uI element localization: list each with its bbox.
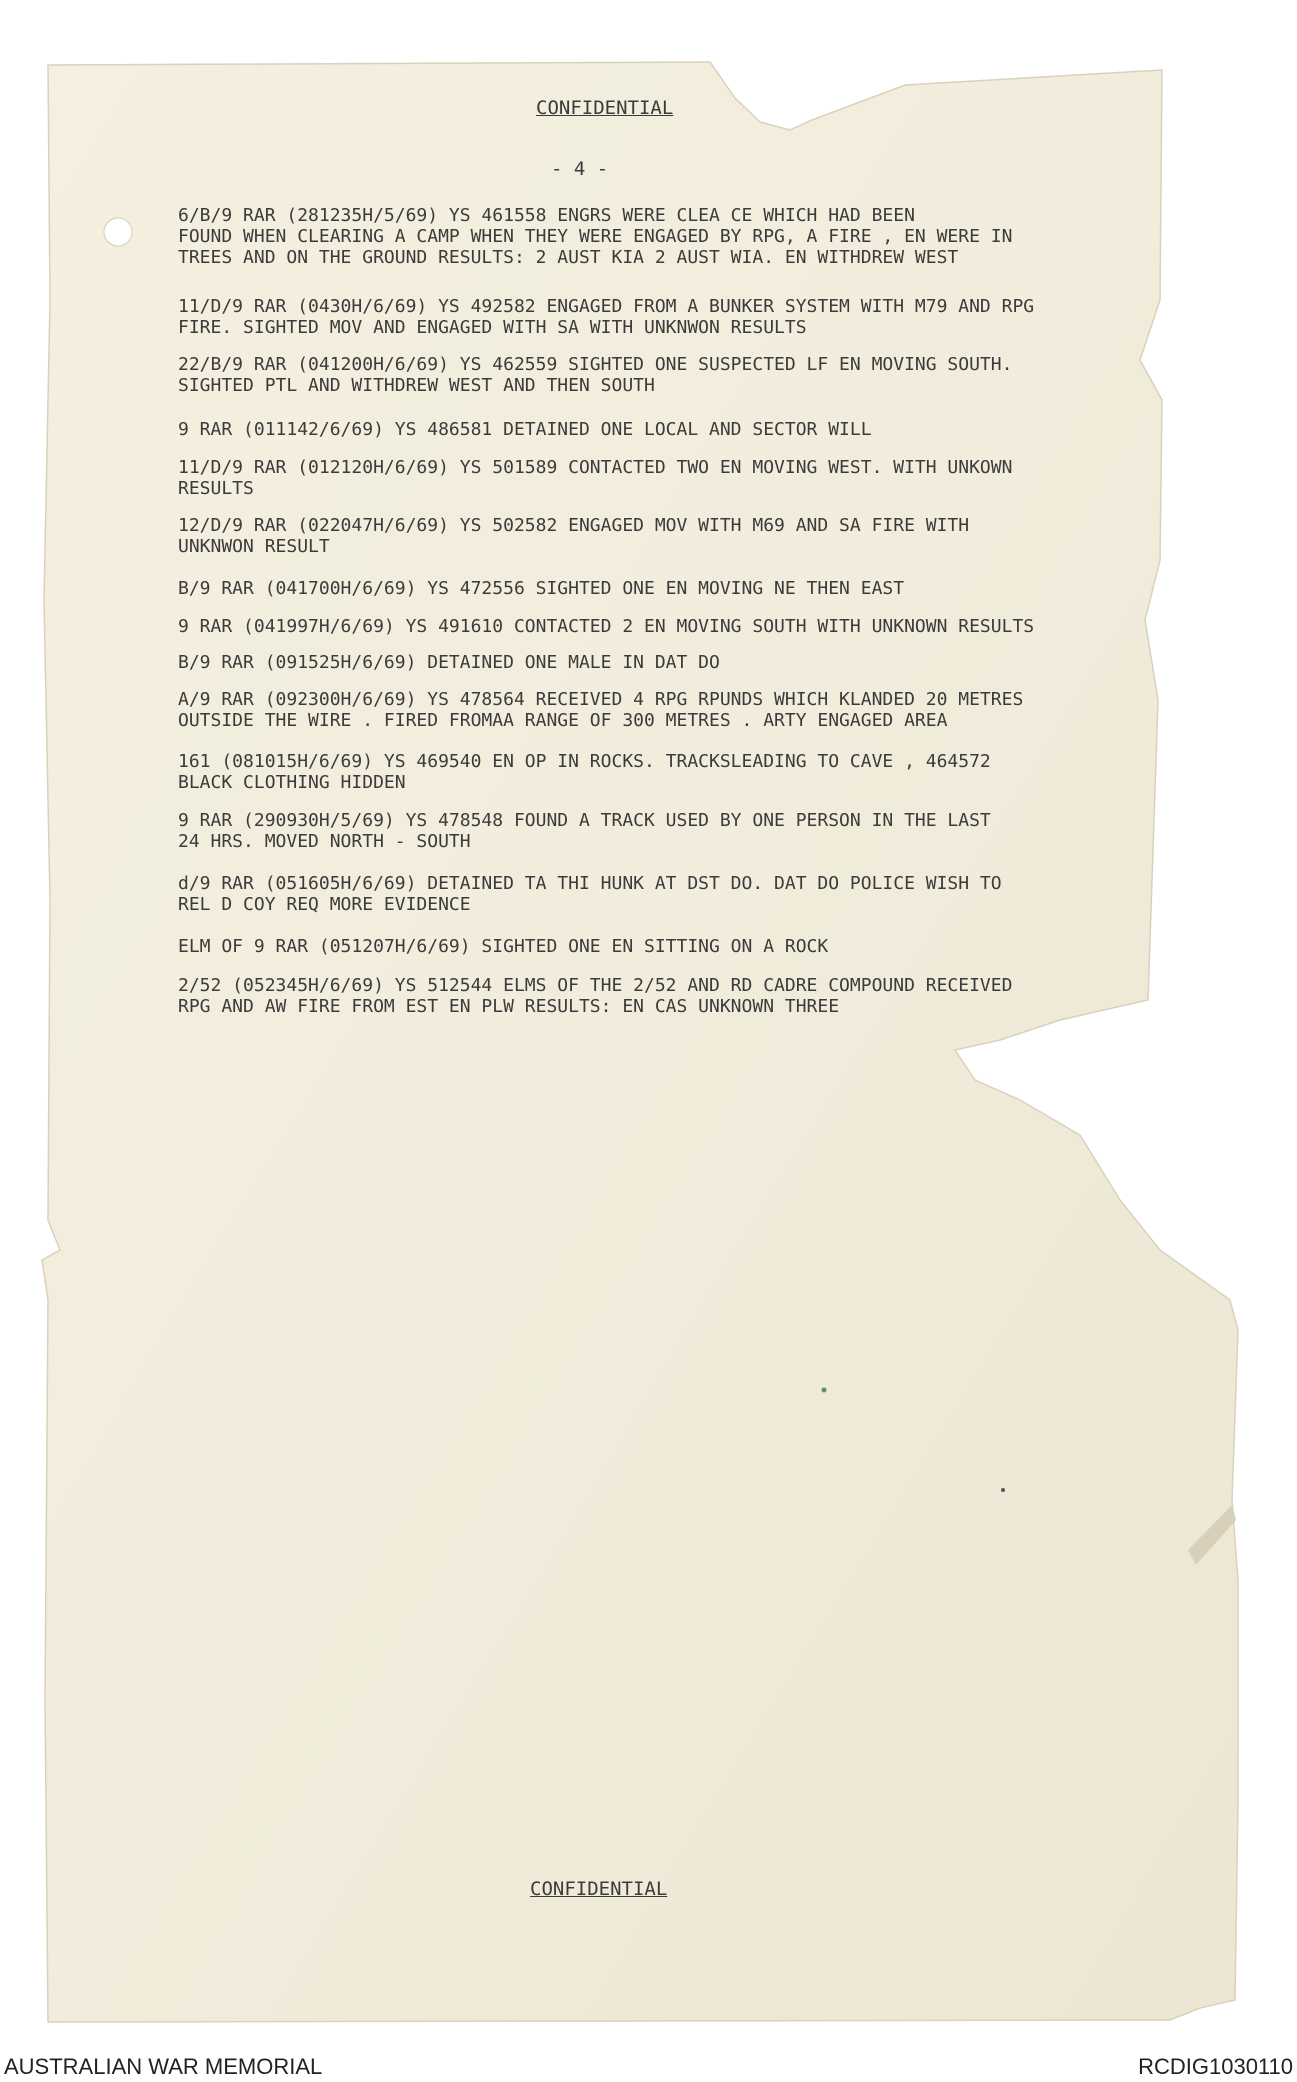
entry-line: 12/D/9 RAR (022047H/6/69) YS 502582 ENGAGED MOV WITH M69 AND SA FIRE WITH bbox=[178, 515, 970, 536]
entry-line: SIGHTED PTL AND WITHDREW WEST AND THEN SOUTH bbox=[178, 375, 655, 396]
log-entry bbox=[178, 205, 1148, 268]
entry-line: 9 RAR (290930H/5/69) YS 478548 FOUND A TRACK USED BY ONE PERSON IN THE LAST bbox=[178, 810, 991, 831]
entry-line: 9 RAR (011142/6/69) YS 486581 DETAINED ONE LOCAL AND SECTOR WILL bbox=[178, 419, 872, 440]
entry-line: B/9 RAR (041700H/6/69) YS 472556 SIGHTED ONE EN MOVING NE THEN EAST bbox=[178, 578, 905, 599]
log-entry bbox=[178, 616, 1148, 637]
log-entry bbox=[178, 457, 1148, 499]
entry-line: ELM OF 9 RAR (051207H/6/69) SIGHTED ONE EN SITTING ON A ROCK bbox=[178, 936, 829, 957]
archive-credit: AUSTRALIAN WAR MEMORIAL bbox=[4, 2054, 323, 2079]
ink-speck bbox=[822, 1388, 827, 1393]
entry-line: UNKNWON RESULT bbox=[178, 536, 330, 557]
entry-line: FIRE. SIGHTED MOV AND ENGAGED WITH SA WITH UNKNWON RESULTS bbox=[178, 317, 807, 338]
log-entry bbox=[178, 296, 1148, 338]
log-entry bbox=[178, 515, 1148, 557]
entry-line: 6/B/9 RAR (281235H/5/69) YS 461558 ENGRS WERE CLEA CE WHICH HAD BEEN bbox=[178, 205, 915, 226]
entry-line: d/9 RAR (051605H/6/69) DETAINED TA THI HUNK AT DST DO. DAT DO POLICE WISH TO bbox=[178, 873, 1002, 894]
entry-line: REL D COY REQ MORE EVIDENCE bbox=[178, 894, 471, 915]
log-entry bbox=[178, 652, 1148, 673]
log-entry bbox=[178, 936, 1148, 957]
page-number: - 4 - bbox=[551, 158, 609, 180]
log-entry bbox=[178, 751, 1148, 793]
log-entry bbox=[178, 689, 1148, 731]
entry-line: OUTSIDE THE WIRE . FIRED FROMAA RANGE OF 300 METRES . ARTY ENGAGED AREA bbox=[178, 710, 948, 731]
entry-line: RPG AND AW FIRE FROM EST EN PLW RESULTS: EN CAS UNKNOWN THREE bbox=[178, 996, 840, 1017]
entry-line: 161 (081015H/6/69) YS 469540 EN OP IN ROCKS. TRACKSLEADING TO CAVE , 464572 bbox=[178, 751, 991, 772]
entry-line: 2/52 (052345H/6/69) YS 512544 ELMS OF THE 2/52 AND RD CADRE COMPOUND RECEIVED bbox=[178, 975, 1013, 996]
entry-line: RESULTS bbox=[178, 478, 254, 499]
entry-line: BLACK CLOTHING HIDDEN bbox=[178, 772, 406, 793]
entry-line: 11/D/9 RAR (0430H/6/69) YS 492582 ENGAGED FROM A BUNKER SYSTEM WITH M79 AND RPG bbox=[178, 296, 1035, 317]
entry-line: A/9 RAR (092300H/6/69) YS 478564 RECEIVED 4 RPG RPUNDS WHICH KLANDED 20 METRES bbox=[178, 689, 1024, 710]
log-entry bbox=[178, 873, 1148, 915]
entry-line: B/9 RAR (091525H/6/69) DETAINED ONE MALE IN DAT DO bbox=[178, 652, 720, 673]
log-entry bbox=[178, 975, 1148, 1017]
log-entry bbox=[178, 578, 1148, 599]
classification-footer: CONFIDENTIAL bbox=[530, 1878, 668, 1900]
ink-speck bbox=[1001, 1488, 1005, 1492]
entry-line: 24 HRS. MOVED NORTH - SOUTH bbox=[178, 831, 471, 852]
log-entry bbox=[178, 810, 1148, 852]
entry-line: 11/D/9 RAR (012120H/6/69) YS 501589 CONTACTED TWO EN MOVING WEST. WITH UNKOWN bbox=[178, 457, 1013, 478]
entry-line: 9 RAR (041997H/6/69) YS 491610 CONTACTED 2 EN MOVING SOUTH WITH UNKNOWN RESULTS bbox=[178, 616, 1035, 637]
log-entry bbox=[178, 354, 1148, 396]
classification-header: CONFIDENTIAL bbox=[536, 97, 674, 119]
log-entry bbox=[178, 419, 1148, 440]
entry-line: TREES AND ON THE GROUND RESULTS: 2 AUST KIA 2 AUST WIA. EN WITHDREW WEST bbox=[178, 247, 959, 268]
entry-line: 22/B/9 RAR (041200H/6/69) YS 462559 SIGHTED ONE SUSPECTED LF EN MOVING SOUTH. bbox=[178, 354, 1013, 375]
punch-hole bbox=[104, 218, 132, 246]
entry-line: FOUND WHEN CLEARING A CAMP WHEN THEY WERE ENGAGED BY RPG, A FIRE , EN WERE IN bbox=[178, 226, 1013, 247]
archive-record-id: RCDIG1030110 bbox=[1138, 2054, 1293, 2079]
